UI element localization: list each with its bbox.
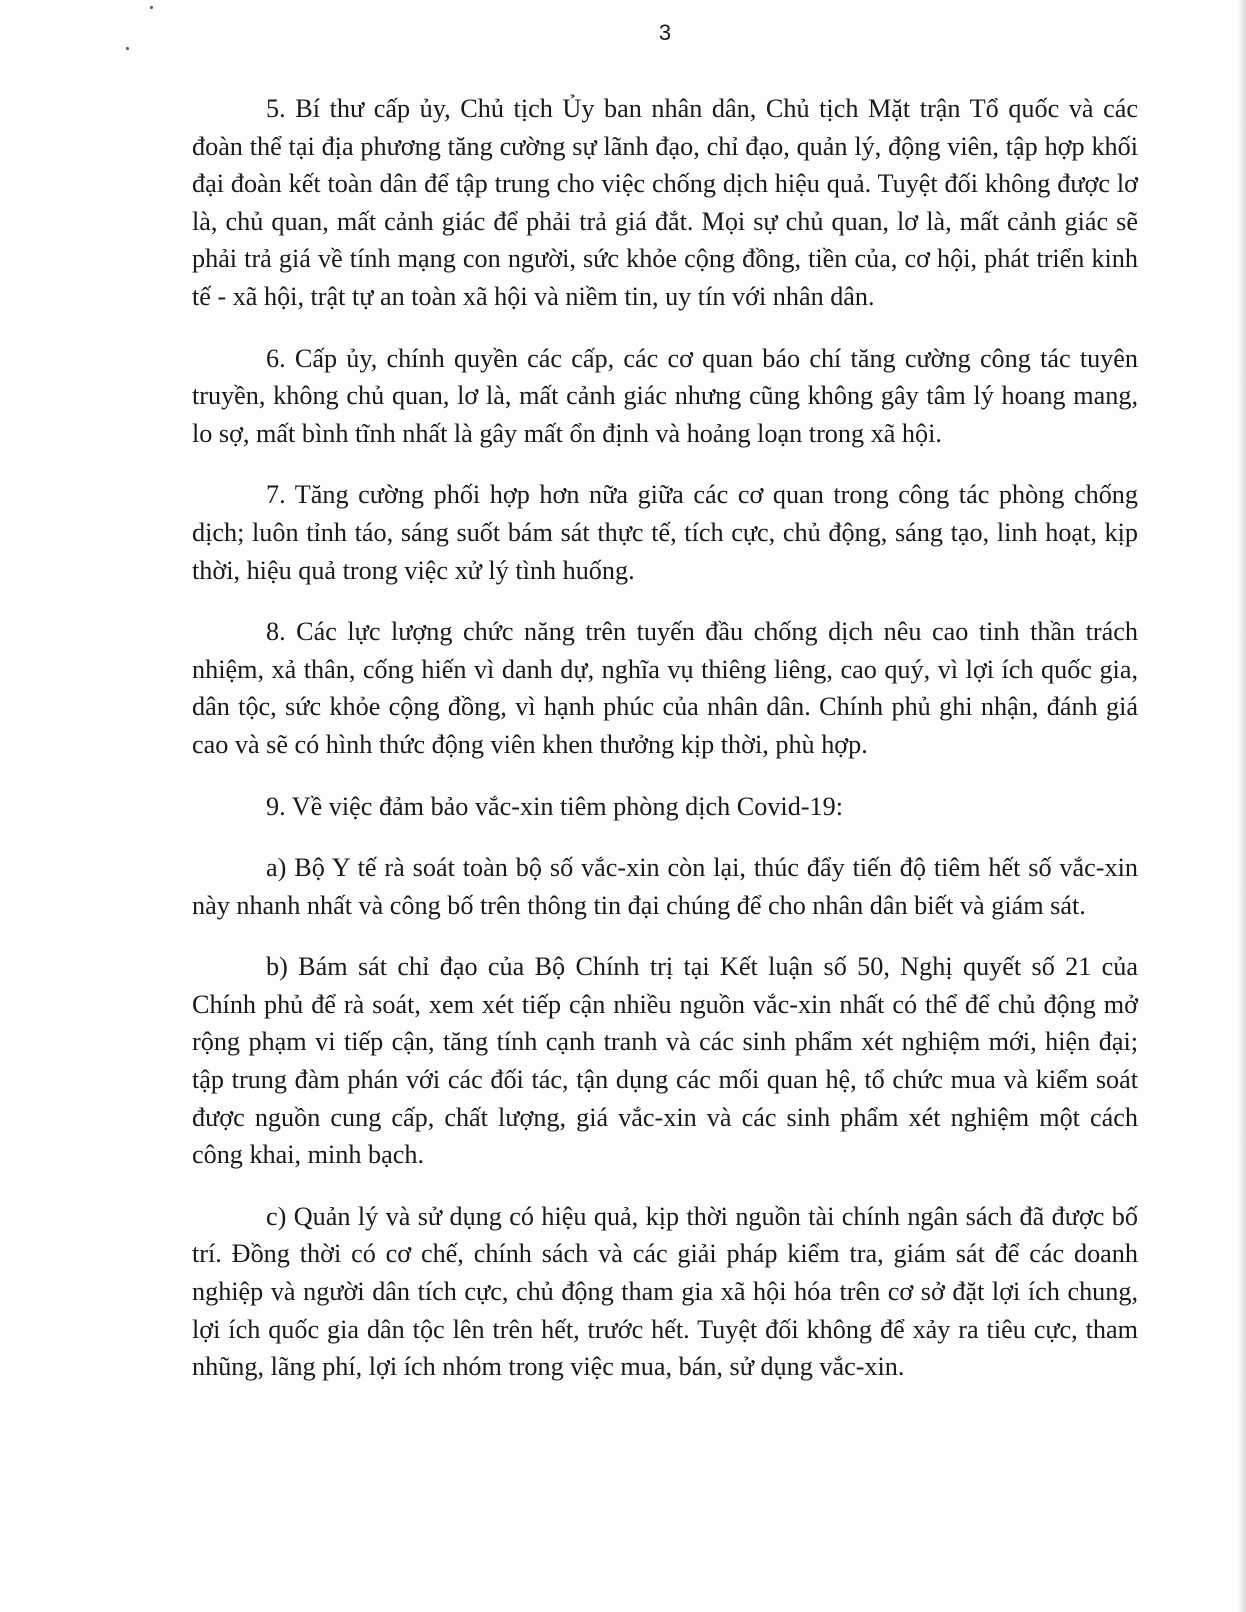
paragraph-9c: c) Quản lý và sử dụng có hiệu quả, kịp thời nguồn tài chính ngân sách đã được bố trí. Đồng thời có cơ chế, chính sách và các giải pháp kiểm tra, giám sát để các doanh nghiệp và người dân tích cực, chủ động tham gia xã hội hóa trên cơ sở đặt lợi ích chung, lợi ích quốc gia dân tộc lên trên hết, trước hết. Tuyệt đối không để xảy ra tiêu cực, tham nhũng, lãng phí, lợi ích nhóm trong việc mua, bán, sử dụng vắc-xin.: [192, 1201, 1138, 1382]
scan-edge-shadow: [1238, 0, 1246, 1612]
paragraph-8: 8. Các lực lượng chức năng trên tuyến đầu chống dịch nêu cao tinh thần trách nhiệm, xả thân, cống hiến vì danh dự, nghĩa vụ thiêng liêng, cao quý, vì lợi ích quốc gia, dân tộc, sức khỏe cộng đồng, vì hạnh phúc của nhân dân. Chính phủ ghi nhận, đánh giá cao và sẽ có hình thức động viên khen thưởng kịp thời, phù hợp.: [192, 617, 1138, 759]
paragraph-9b: b) Bám sát chỉ đạo của Bộ Chính trị tại Kết luận số 50, Nghị quyết số 21 của Chính phủ để rà soát, xem xét tiếp cận nhiều nguồn vắc-xin nhất có thể để chủ động mở rộng phạm vi tiếp cận, tăng tính cạnh tranh và các sinh phẩm xét nghiệm mới, hiện đại; tập trung đàm phán với các đối tác, tận dụng các mối quan hệ, tổ chức mua và kiểm soát được nguồn cung cấp, chất lượng, giá vắc-xin và các sinh phẩm xét nghiệm một cách công khai, minh bạch.: [192, 952, 1138, 1170]
paragraph-6: 6. Cấp ủy, chính quyền các cấp, các cơ quan báo chí tăng cường công tác tuyên truyền, không chủ quan, lơ là, mất cảnh giác nhưng cũng không gây tâm lý hoang mang, lo sợ, mất bình tĩnh nhất là gây mất ổn định và hoảng loạn trong xã hội.: [192, 343, 1138, 448]
paragraph-9a: a) Bộ Y tế rà soát toàn bộ số vắc-xin còn lại, thúc đẩy tiến độ tiêm hết số vắc-xin này nhanh nhất và công bố trên thông tin đại chúng để cho nhân dân biết và giám sát.: [192, 853, 1138, 920]
document-body: [192, 90, 1138, 1410]
scan-speck: [150, 6, 153, 9]
paragraph-5: 5. Bí thư cấp ủy, Chủ tịch Ủy ban nhân dân, Chủ tịch Mặt trận Tổ quốc và các đoàn thể tại địa phương tăng cường sự lãnh đạo, chỉ đạo, quản lý, động viên, tập hợp khối đại đoàn kết toàn dân để tập trung cho việc chống dịch hiệu quả. Tuyệt đối không được lơ là, chủ quan, mất cảnh giác để phải trả giá đắt. Mọi sự chủ quan, lơ là, mất cảnh giác sẽ phải trả giá về tính mạng con người, sức khỏe cộng đồng, tiền của, cơ hội, phát triển kinh tế - xã hội, trật tự an toàn xã hội và niềm tin, uy tín với nhân dân.: [192, 94, 1138, 311]
paragraph-7: 7. Tăng cường phối hợp hơn nữa giữa các cơ quan trong công tác phòng chống dịch; luôn tỉnh táo, sáng suốt bám sát thực tế, tích cực, chủ động, sáng tạo, linh hoạt, kịp thời, hiệu quả trong việc xử lý tình huống.: [192, 480, 1138, 585]
scan-speck: [126, 47, 129, 50]
paragraph-9: 9. Về việc đảm bảo vắc-xin tiêm phòng dịch Covid-19:: [266, 791, 843, 821]
page-number: 3: [658, 20, 672, 45]
